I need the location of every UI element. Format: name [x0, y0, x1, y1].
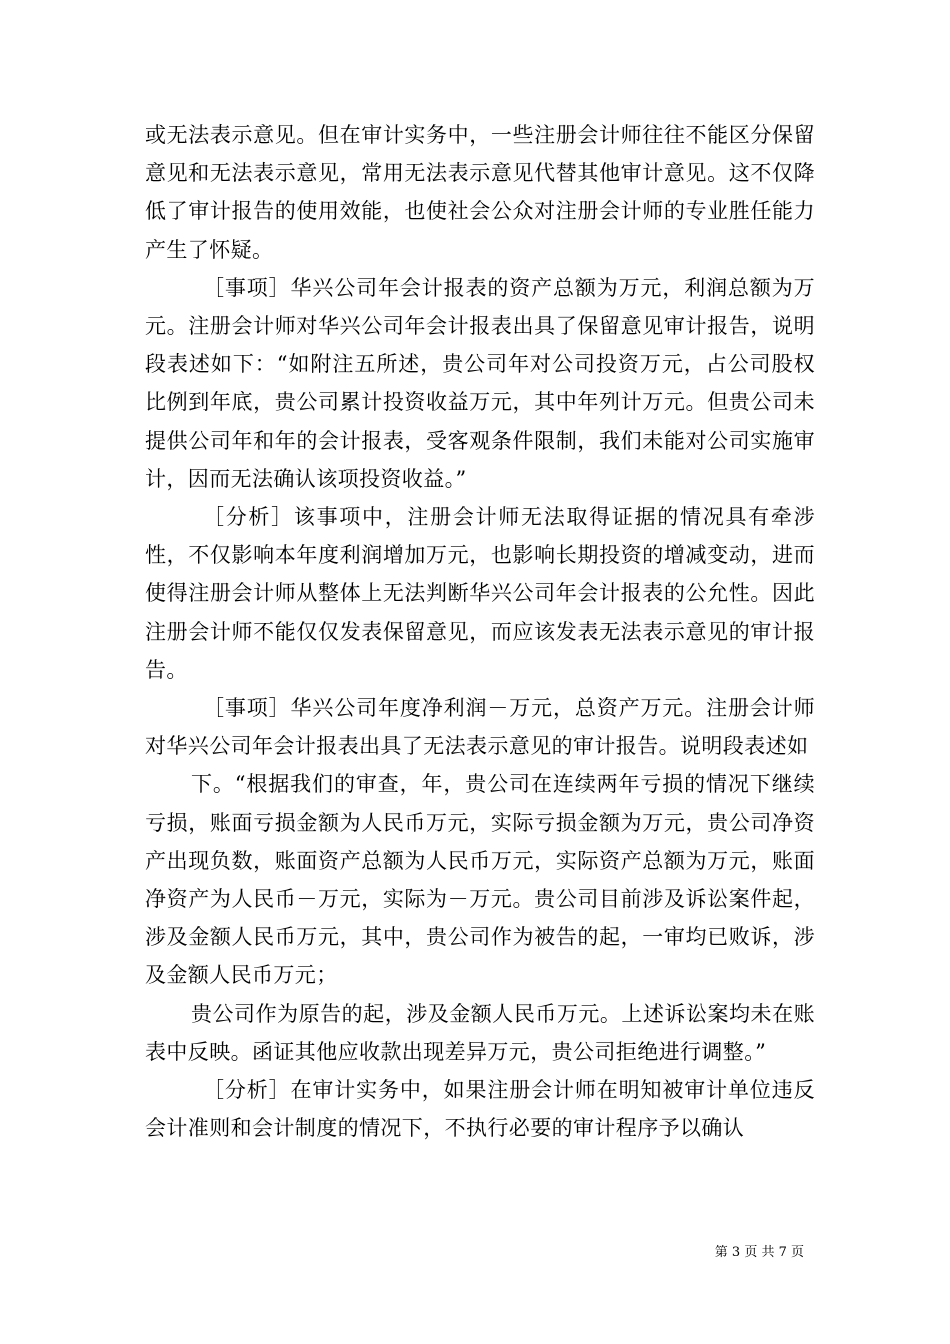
paragraph-matter-1: ［事项］华兴公司年会计报表的资产总额为万元，利润总额为万元。注册会计师对华兴公司年会计报表出具了保留意见审计报告，说明段表述如下：“如附注五所述，贵公司年对公司投资万元，占公司股权比例到年底，贵公司累计投资收益万元，其中年列计万元。但贵公司未提供公司年和年的会计报表，受客观条件限制，我们未能对公司实施审计，因而无法确认该项投资收益。” [145, 275, 815, 491]
paragraph-matter-2-quote: 下。“根据我们的审查，年，贵公司在连续两年亏损的情况下继续亏损，账面亏损金额为人民币万元，实际亏损金额为万元，贵公司净资产出现负数，账面资产总额为人民币万元，实际资产总额为万元，账面净资产为人民币－万元，实际为－万元。贵公司目前涉及诉讼案件起，涉及金额人民币万元，其中，贵公司作为被告的起，一审均已败诉，涉及金额人民币万元； [145, 772, 815, 988]
paragraph-matter-2-quote-cont: 贵公司作为原告的起，涉及金额人民币万元。上述诉讼案均未在账表中反映。函证其他应收款出现差异万元，贵公司拒绝进行调整。” [145, 1001, 815, 1064]
document-body [145, 116, 815, 1147]
paragraph-analysis-2: ［分析］在审计实务中，如果注册会计师在明知被审计单位违反会计准则和会计制度的情况下，不执行必要的审计程序予以确认 [145, 1078, 815, 1141]
paragraph-intro-continuation: 或无法表示意见。但在审计实务中，一些注册会计师往往不能区分保留意见和无法表示意见，常用无法表示意见代替其他审计意见。这不仅降低了审计报告的使用效能，也使社会公众对注册会计师的专业胜任能力产生了怀疑。 [145, 123, 815, 262]
paragraph-matter-2: ［事项］华兴公司年度净利润－万元，总资产万元。注册会计师对华兴公司年会计报表出具了无法表示意见的审计报告。说明段表述如 [145, 696, 815, 759]
page-number-footer: 第 3 页 共 7 页 [714, 1245, 804, 1260]
paragraph-analysis-1: ［分析］该事项中，注册会计师无法取得证据的情况具有牵涉性，不仅影响本年度利润增加万元，也影响长期投资的增减变动，进而使得注册会计师从整体上无法判断华兴公司年会计报表的公允性。因此注册会计师不能仅仅发表保留意见，而应该发表无法表示意见的审计报告。 [145, 505, 815, 682]
